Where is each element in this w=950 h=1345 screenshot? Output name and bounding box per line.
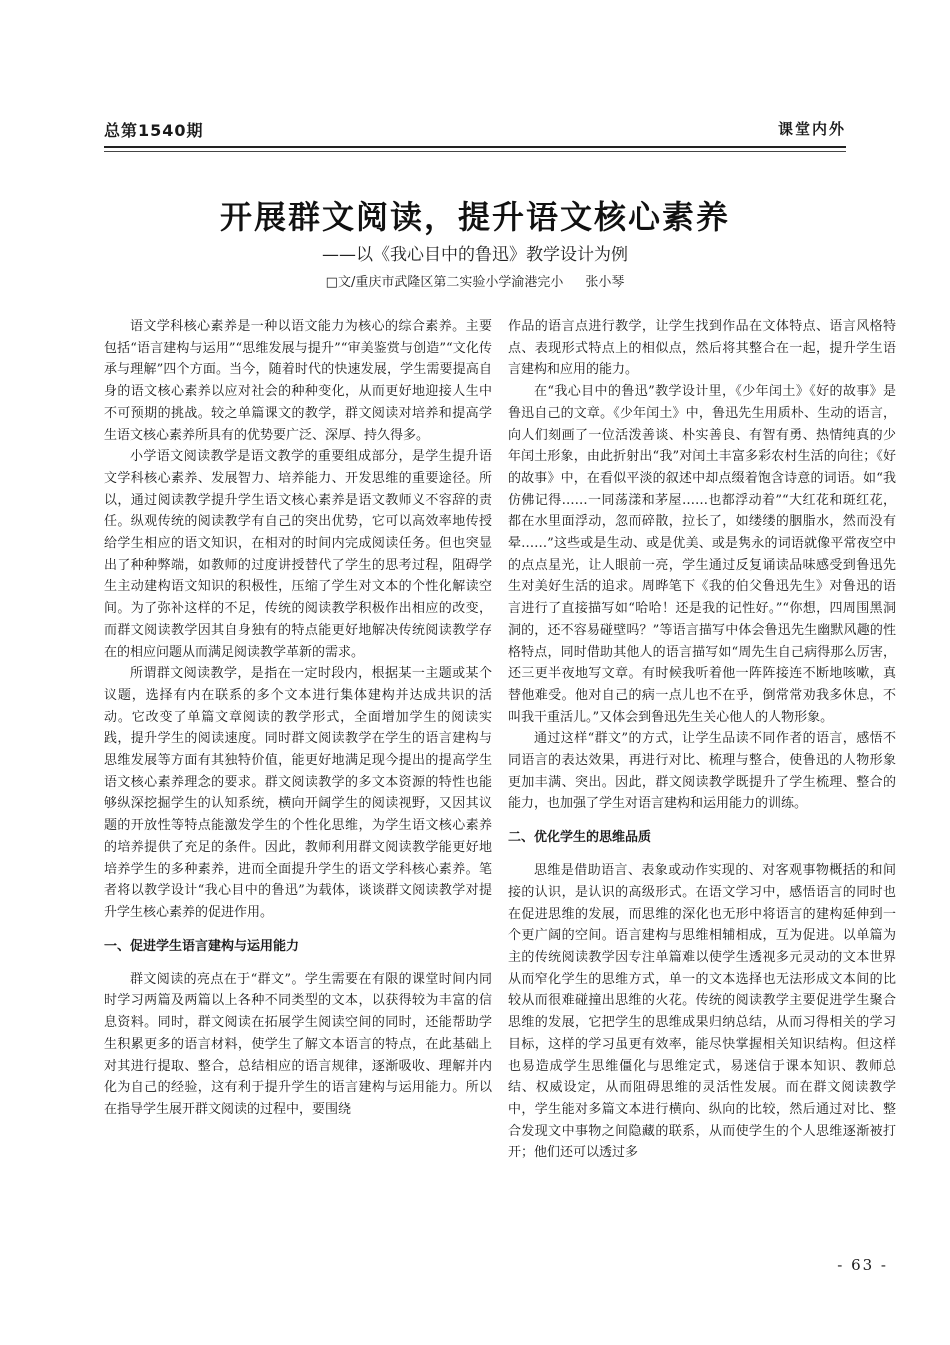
section-heading-2: 二、优化学生的思维品质 (508, 830, 652, 846)
header-rule-thick (104, 146, 846, 148)
article-title: 开展群文阅读，提升语文核心素养 (219, 198, 730, 236)
paragraph: 所谓群文阅读教学，是指在一定时段内，根据某一主题或某个议题，选择有内在联系的多个文本进行集体建构并达成共识的活动。它改变了单篇文章阅读的教学形式，全面增加学生的阅读实践，提升学生的阅读速度。同时群文阅读教学在学生的语言建构与思维发展等方面有其独特价值，能更好地满足现今提出的提高学生语文核心素养理念的要求。群文阅读教学的多文本资源的特性也能够纵深挖掘学生的认知系统，横向开阔学生的阅读视野，又因其议题的开放性等特点能激发学生的个性化思维，为学生语文核心素养的培养提供了充足的条件。因此，教师利用群文阅读教学能更好地培养学生的多种素养，进而全面提升学生的语文学科核心素养。笔者将以教学设计“我心目中的鲁迅”为载体，谈谈群文阅读教学对提升学生核心素养的促进作用。 (104, 666, 492, 920)
header-rule-thin (104, 151, 846, 152)
paragraph: 通过这样“群文”的方式，让学生品读不同作者的语言，感悟不同语言的表达效果，再进行对比、梳理与整合，使鲁迅的人物形象更加丰满、突出。因此，群文阅读教学既提升了学生梳理、整合的能力，也加强了学生对语言建构和运用能力的训练。 (508, 731, 896, 812)
author-affiliation: □文/重庆市武隆区第二实验小学渝港完小 (325, 275, 564, 290)
paragraph: 作品的语言点进行教学，让学生找到作品在文体特点、语言风格特点、表现形式特点上的相似点，然后将其整合在一起，提升学生语言建构和应用的能力。 (508, 319, 896, 378)
right-column (508, 316, 896, 1164)
article-subtitle: ——以《我心目中的鲁迅》教学设计为例 (322, 245, 628, 265)
page-header (104, 118, 846, 150)
section-heading-1: 一、促进学生语言建构与运用能力 (104, 938, 300, 954)
left-column (104, 316, 492, 1121)
paragraph: 语文学科核心素养是一种以语文能力为核心的综合素养。主要包括“语言建构与运用”“思维发展与提升”“审美鉴赏与创造”“文化传承与理解”四个方面。当今，随着时代的快速发展，学生需要提高自身的语文核心素养以应对社会的种种变化，从而更好地迎接人生中不可预期的挑战。较之单篇课文的教学，群文阅读对培养和提高学生语文核心素养所具有的优势要广泛、深厚、持久得多。 (104, 319, 492, 443)
byline (0, 271, 950, 290)
section-name: 课堂内外 (777, 120, 846, 138)
paragraph: 群文阅读的亮点在于“群文”。学生需要在有限的课堂时间内同时学习两篇及两篇以上各种不同类型的文本，以获得较为丰富的信息资料。同时，群文阅读在拓展学生阅读空间的同时，还能帮助学生积累更多的语言材料，使学生了解文本语言的特点，在此基础上对其进行提取、整合，总结相应的语言规律，逐渐吸收、理解并内化为自己的经验，这有利于提升学生的语言建构与运用能力。所以在指导学生展开群文阅读的过程中，要围绕 (104, 971, 492, 1117)
paragraph: 思维是借助语言、表象或动作实现的、对客观事物概括的和间接的认识，是认识的高级形式。在语文学习中，感悟语言的同时也在促进思维的发展，而思维的深化也无形中将语言的建构延伸到一个更广阔的空间。语言建构与思维相辅相成，互为促进。以单篇为主的传统阅读教学因专注单篇难以使学生透视多元灵动的文本世界从而窄化学生的思维方式，单一的文本选择也无法形成文本间的比较从而很难碰撞出思维的火花。传统的阅读教学主要促进学生聚合思维的发展，它把学生的思维成果归纳总结，从而习得相关的学习目标，这样的学习虽更有效率，能尽快掌握相关知识结构。但这样也易造成学生思维僵化与思维定式，易迷信于课本知识、教师总结、权威设定，从而阻碍思维的灵活性发展。而在群文阅读教学中，学生能对多篇文本进行横向、纵向的比较，然后通过对比、整合发现文中事物之间隐藏的联系，从而使学生的个人思维逐渐被打开；他们还可以透过多 (508, 863, 896, 1161)
paragraph: 小学语文阅读教学是语文教学的重要组成部分，是学生提升语文学科核心素养、发展智力、培养能力、开发思维的重要途径。所以，通过阅读教学提升学生语文核心素养是语文教师义不容辞的责任。纵观传统的阅读教学有自己的突出优势，它可以高效率地传授给学生相应的语文知识，在相对的时间内完成阅读任务。但也突显出了种种弊端，如教师的过度讲授替代了学生的思考过程，阻碍学生主动建构语文知识的积极性，压缩了学生对文本的个性化解读空间。为了弥补这样的不足，传统的阅读教学积极作出相应的改变，而群文阅读教学因其自身独有的特点能更好地解决传统阅读教学存在的相应问题从而满足阅读教学革新的需求。 (104, 449, 492, 660)
page-number: - 63 - (837, 1256, 888, 1274)
issue-number: 总第1540期 (104, 121, 204, 140)
author-name: 张小琴 (585, 275, 625, 290)
paragraph: 在“我心目中的鲁迅”教学设计里，《少年闰土》《好的故事》是鲁迅自己的文章。《少年闰土》中，鲁迅先生用质朴、生动的语言，向人们刻画了一位活泼善谈、朴实善良、有智有勇、热情纯真的少年闰土形象，由此折射出“我”对闰土丰富多彩农村生活的向往；《好的故事》中，在看似平淡的叙述中却点缀着饱含诗意的词语。如“我仿佛记得……一同荡漾和茅屋……也都浮动着”“大红花和斑红花，都在水里面浮动，忽而碎散，拉长了，如缕缕的胭脂水，然而没有晕……”这些或是生动、或是优美、或是隽永的词语就像平常夜空中的点点星光，让人眼前一亮，学生通过反复诵读品味感受到鲁迅先生对美好生活的追求。周晔笔下《我的伯父鲁迅先生》对鲁迅的语言进行了直接描写如“哈哈！还是我的记性好。”“你想，四周围黑洞洞的，还不容易碰壁吗？”等语言描写中体会鲁迅先生幽默风趣的性格特点，同时借助其他人的语言描写如“周先生自己病得那么厉害，还三更半夜地写文章。有时候我听着他一阵阵接连不断地咳嗽，真替他难受。他对自己的病一点儿也不在乎，倒常常劝我多休息，不叫我干重活儿。”又体会到鲁迅先生关心他人的人物形象。 (508, 384, 896, 725)
